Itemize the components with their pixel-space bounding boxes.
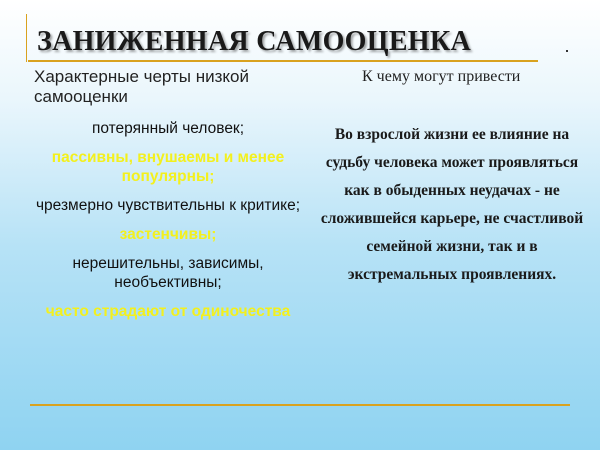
- consequences-text: Во взрослой жизни ее влияние на судьбу человека может проявляться как в обыденных неудачах - не сложившейся карьере, не счастливой семейной жизни, так и в экстремальных проявлениях.: [320, 126, 584, 283]
- trait-item: чрезмерно чувствительны к критике;: [35, 197, 301, 214]
- left-column-heading: Характерные черты низкой самооценки: [34, 67, 249, 106]
- trait-item-highlighted: застенчивы;: [119, 226, 217, 243]
- traits-list: [28, 119, 308, 331]
- trait-item-highlighted: пассивны, внушаемы и менее популярны;: [51, 149, 285, 185]
- frame-left-line: [26, 14, 27, 62]
- trait-item: нерешительны, зависимы, необъективны;: [72, 255, 264, 291]
- slide-title: ЗАНИЖЕННАЯ САМООЦЕНКА: [37, 26, 472, 57]
- trait-item: потерянный человек;: [91, 120, 245, 137]
- trait-item-highlighted: часто страдают от одиночества: [45, 303, 291, 320]
- title-underline: [28, 60, 538, 62]
- decor-dot: [566, 50, 568, 52]
- right-column-heading: К чему могут привести: [362, 68, 521, 85]
- bottom-rule: [30, 404, 570, 406]
